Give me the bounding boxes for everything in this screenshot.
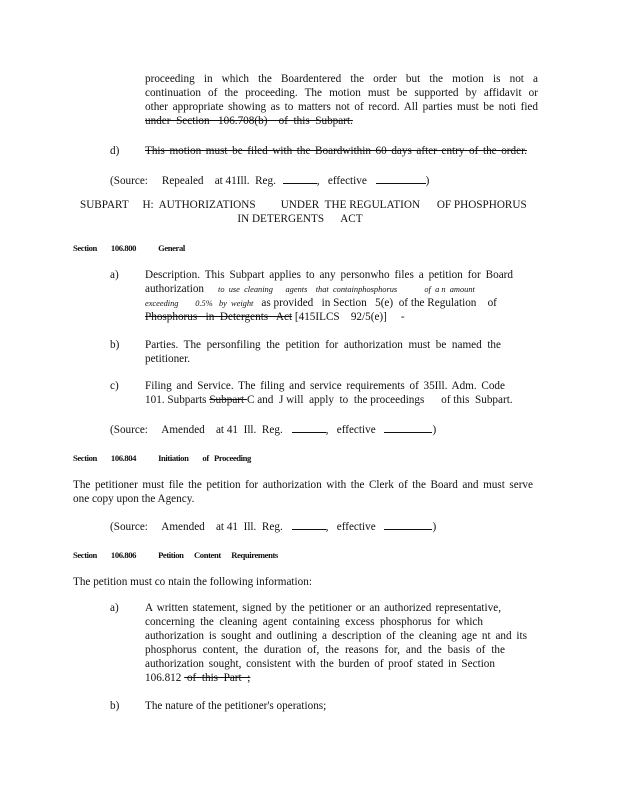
text-line: authorization is sought and outlining a description of the cleaning age nt and its [145, 630, 527, 642]
text-line: phosphorus content, the duration of, the reasons for, and the basis of the [145, 644, 505, 656]
blank-line [292, 518, 326, 530]
subpart-heading-line-1: SUBPART H: AUTHORIZATIONS UNDER THE REGULATION OF PHOSPHORUS [80, 199, 527, 211]
blank-line [283, 172, 317, 184]
source-label: (Source: Amended at 41 Ill. Reg. [110, 424, 283, 436]
item-b-label: b) [110, 339, 120, 351]
section-number: Section 106.800 [73, 243, 137, 253]
source-close: ) [432, 424, 437, 436]
source-close: ) [432, 521, 437, 533]
text-line [145, 296, 513, 310]
text-run: as provided in Section 5(e) of the Regulation of [261, 297, 497, 309]
continuation-paragraph [145, 72, 538, 128]
text-line: The petitioner must file the petition for authorization with the Clerk of the Board and must serve [73, 479, 533, 491]
text-line: authorization sought, consistent with the burden of proof stated in Section [145, 658, 495, 670]
blank-line [384, 421, 432, 433]
subpart-heading [80, 198, 527, 226]
item-b-nature: The nature of the petitioner's operations; [145, 700, 327, 712]
source-note-1 [110, 172, 429, 188]
text-run: C and J will apply to the proceedings of this Subpart. [246, 394, 513, 406]
section-title: Petition Content Requirements [158, 550, 278, 560]
blank-line [376, 172, 426, 184]
text-line [145, 282, 513, 296]
text-line: petitioner. [145, 353, 191, 365]
source-label: (Source: Repealed at 41Ill. Reg. [110, 175, 276, 187]
item-a-label: a) [110, 269, 119, 281]
item-c-filing [145, 379, 513, 407]
item-a-description [145, 268, 513, 324]
section-106-804-paragraph [73, 478, 533, 506]
text-line: other appropriate showing as to matters not of record. All parties must be noti fied [145, 101, 538, 113]
source-close: ) [425, 175, 430, 187]
blank-line [292, 421, 326, 433]
text-line: proceeding in which the Boardentered the order but the motion is not a [145, 73, 538, 85]
section-106-806-intro: The petition must co ntain the following information: [73, 576, 312, 588]
item-b-parties [145, 338, 501, 366]
section-number: Section 106.806 [73, 550, 137, 560]
source-effective: , effective [325, 521, 376, 533]
text-line: A written statement, signed by the petitioner or an authorized representative, [145, 602, 501, 614]
item-d-label: d) [110, 145, 120, 157]
text-line [145, 310, 513, 324]
text-run: authorization [145, 283, 205, 295]
text-run: 101. Subparts [145, 394, 210, 406]
struck-text: of this Part ; [184, 672, 251, 684]
source-note-2 [110, 421, 436, 437]
italic-text: to use cleaning agents that containphosphorus of a n amount [218, 285, 475, 294]
text-run: [415ILCS 92/5(e)] - [292, 311, 405, 323]
text-line: one copy upon the Agency. [73, 493, 195, 505]
source-effective: , effective [316, 175, 367, 187]
struck-text: under Section 106.708(b) of this Subpart. [145, 115, 353, 127]
struck-text: Subpart [209, 394, 247, 406]
blank-line [384, 518, 432, 530]
text-line: Parties. The personfiling the petition for authorization must be named the [145, 339, 501, 351]
source-effective: , effective [325, 424, 376, 436]
text-run: 106.812 [145, 672, 185, 684]
text-line [145, 114, 538, 128]
italic-text: exceeding 0.5% by weight [145, 299, 254, 308]
subpart-heading-line-2: IN DETERGENTS ACT [237, 213, 363, 225]
source-note-3 [110, 518, 436, 534]
item-c-label: c) [110, 380, 119, 392]
section-title: Initiation of Proceeding [158, 453, 251, 463]
text-line: Description. This Subpart applies to any personwho files a petition for Board [145, 269, 513, 281]
text-line: continuation of the proceeding. The motion must be supported by affidavit or [145, 87, 538, 99]
item-b-label-2: b) [110, 700, 120, 712]
section-106-804-heading [73, 451, 251, 465]
text-line [145, 671, 527, 685]
section-title: General [158, 243, 185, 253]
struck-text: Phosphorus in Detergents Act [145, 311, 293, 323]
source-label: (Source: Amended at 41 Ill. Reg. [110, 521, 283, 533]
section-106-800-heading [73, 241, 185, 255]
text-line [145, 393, 513, 407]
text-line: concerning the cleaning agent containing excess phosphorus for which [145, 616, 483, 628]
section-106-806-heading [73, 548, 278, 562]
item-d-text: This motion must be filed with the Boardwithin 60 days after entry of the order. [145, 145, 527, 157]
item-a-written-statement [145, 601, 527, 685]
item-a-label-2: a) [110, 602, 119, 614]
section-number: Section 106.804 [73, 453, 137, 463]
text-line: Filing and Service. The filing and service requirements of 35Ill. Adm. Code [145, 380, 505, 392]
